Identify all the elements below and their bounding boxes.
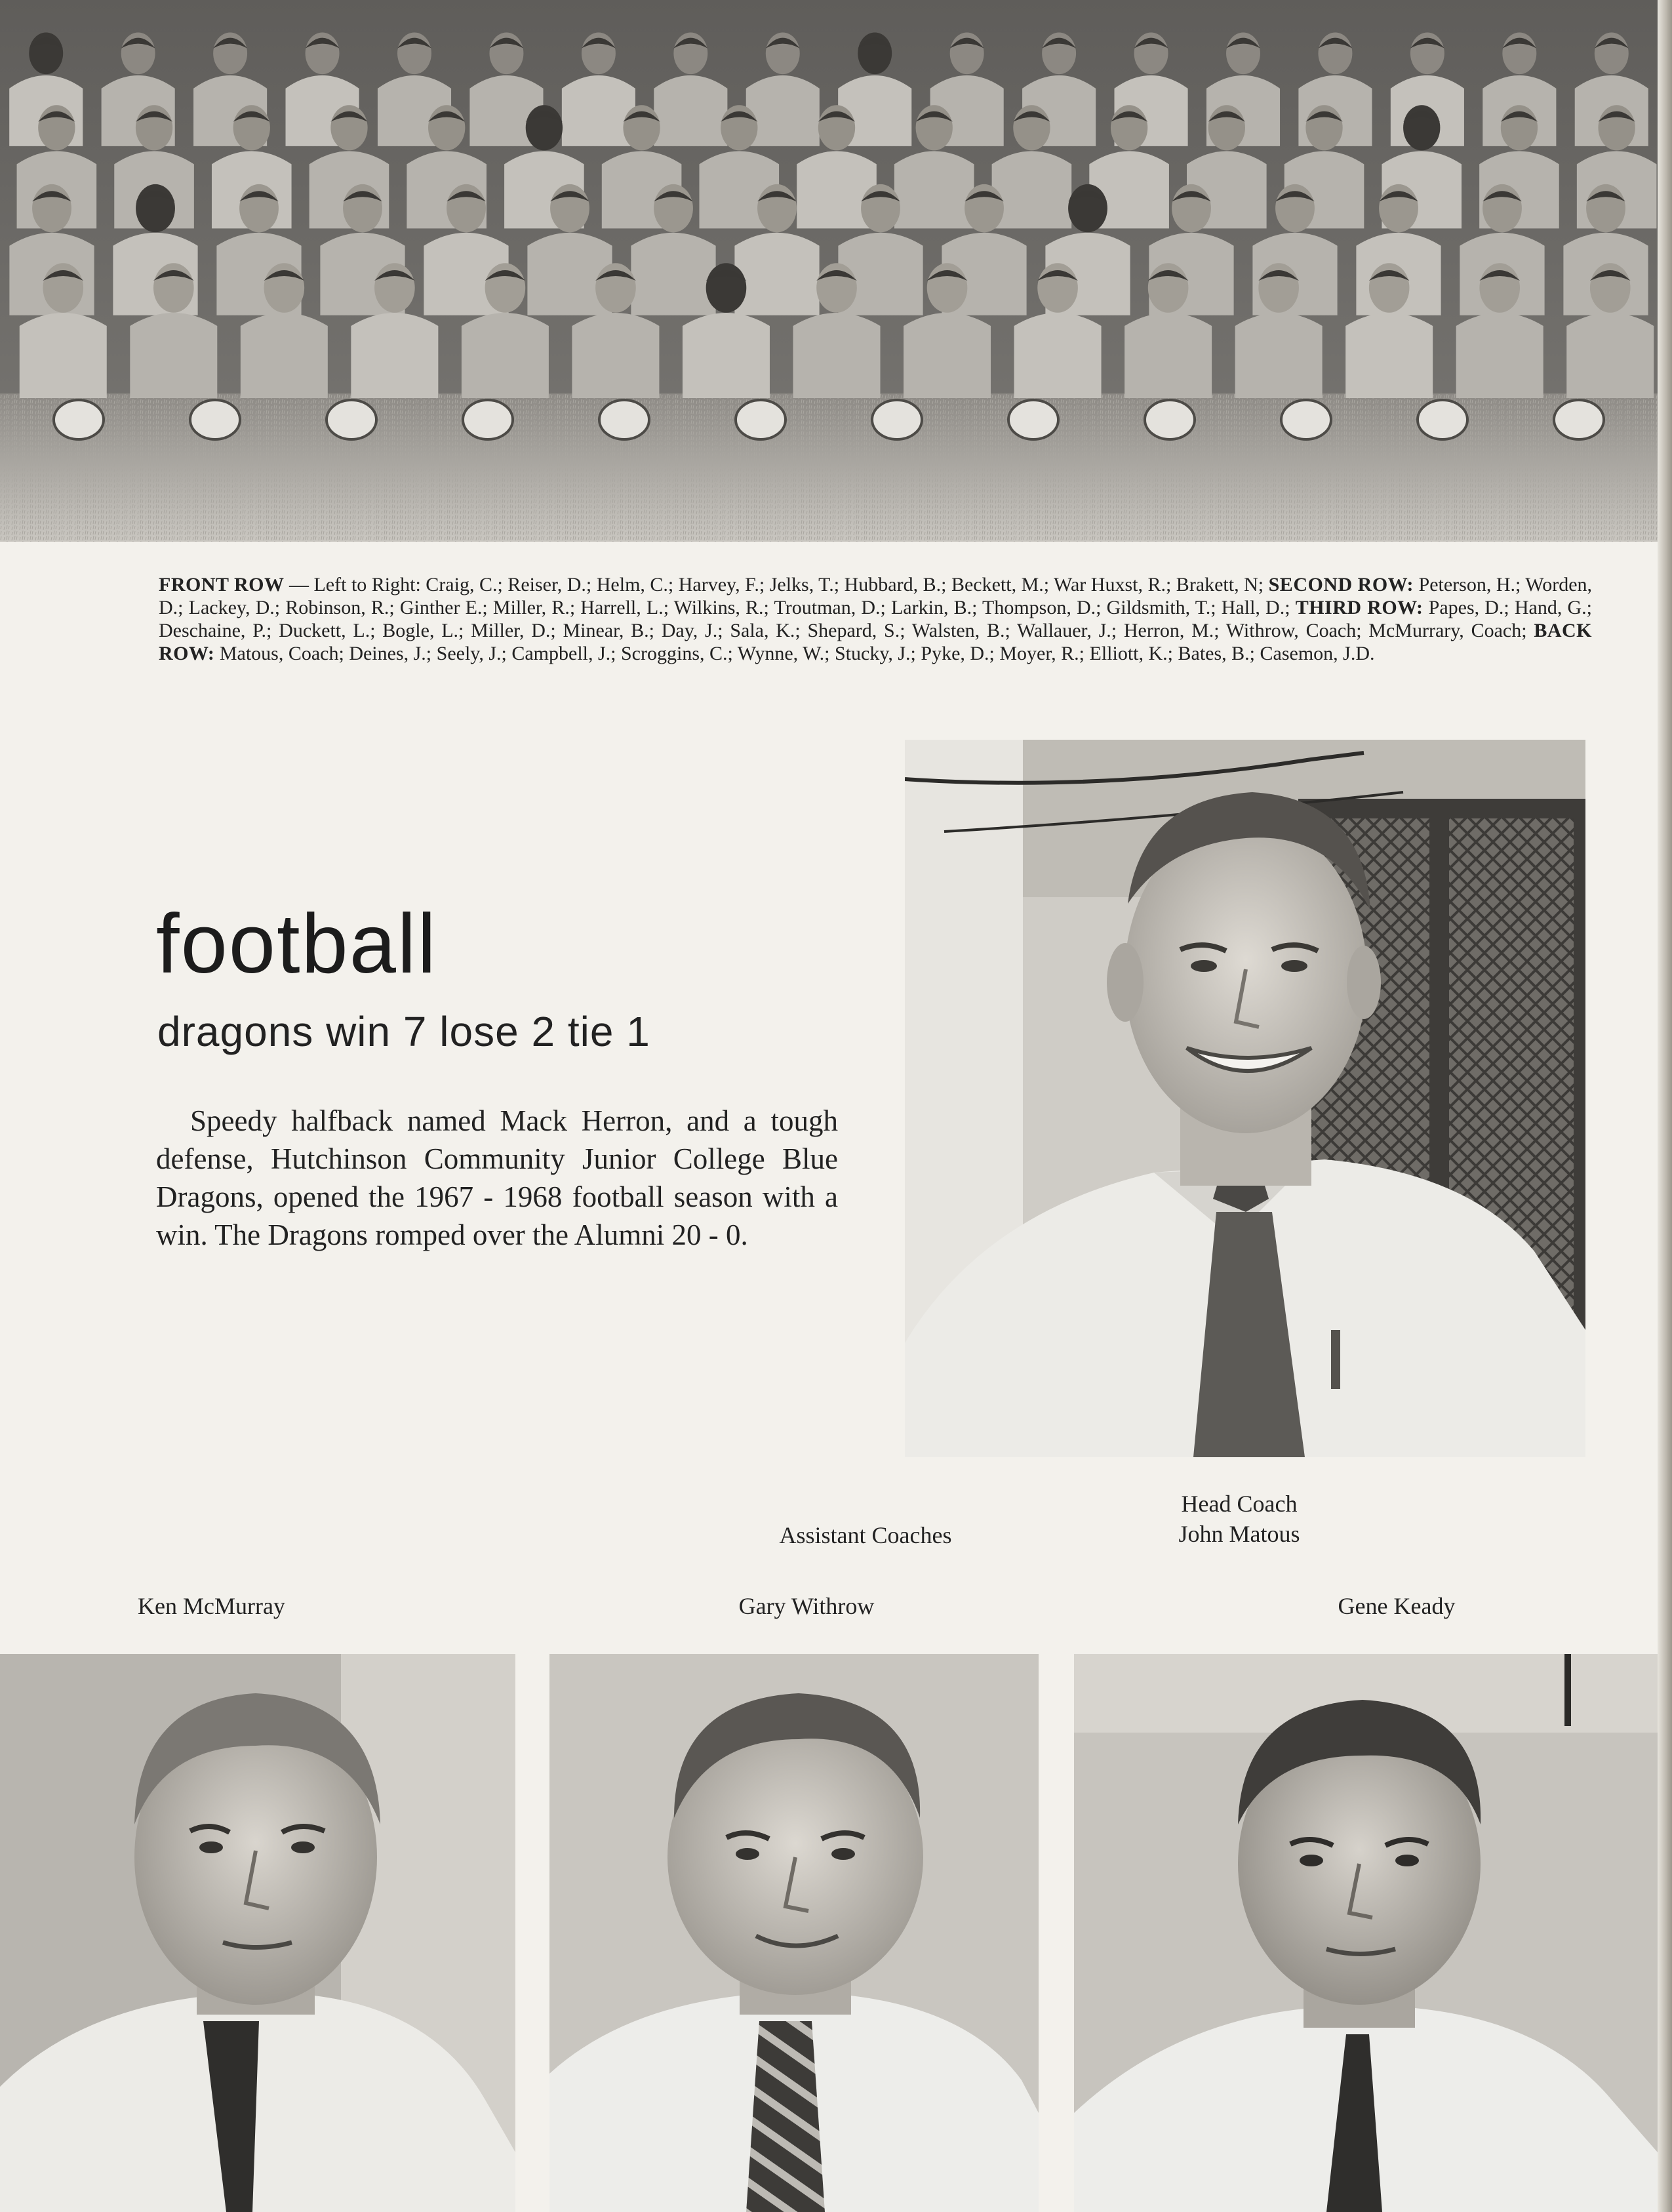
player-jersey bbox=[241, 313, 328, 398]
season-record-subtitle: dragons win 7 lose 2 tie 1 bbox=[157, 1008, 650, 1055]
player-jersey bbox=[992, 151, 1072, 228]
player-jersey bbox=[20, 313, 107, 398]
assistant-coach-photo bbox=[549, 1654, 1039, 2212]
second-row-label: SECOND ROW: bbox=[1268, 574, 1414, 595]
assistant-coach-image bbox=[549, 1654, 1039, 2212]
player-jersey bbox=[130, 313, 217, 398]
football-helmet bbox=[599, 400, 649, 439]
back-row-names: Matous, Coach; Deines, J.; Seely, J.; Campbell, J.; Scroggins, C.; Wynne, W.; Stucky, J.; Pyke, D.; Moyer, R.; Elliott, K.; Bates, B.; Casemon, J.D. bbox=[214, 643, 1375, 664]
football-helmet bbox=[54, 400, 104, 439]
football-helmet bbox=[1418, 400, 1467, 439]
football-helmet bbox=[327, 400, 376, 439]
story-paragraph: Speedy halfback named Mack Herron, and a tough defense, Hutchinson Community Junior College Blue Dragons, opened the 1967 - 1968 football season with a win. The Dragons romped over the Alumni 20 - 0. bbox=[156, 1104, 838, 1251]
player-jersey bbox=[562, 75, 635, 146]
team-photo bbox=[0, 0, 1658, 542]
player-jersey bbox=[1345, 313, 1433, 398]
player-jersey bbox=[1456, 313, 1543, 398]
player-jersey bbox=[572, 313, 659, 398]
football-helmet bbox=[190, 400, 240, 439]
assistant-coaches-heading: Assistant Coaches bbox=[779, 1522, 952, 1548]
second-row-names: Peterson, H.; Worden, D.; Lackey, D.; Robinson, R.; Ginther E.; Miller, R.; Harrell, L.; Wilkins, R.; Troutman, D.; Larkin, B.; Thompson, D.; Gildsmith, T.; Hall, D.; bbox=[159, 574, 1593, 618]
page-spine-shadow bbox=[1658, 0, 1672, 2212]
football-helmet bbox=[736, 400, 786, 439]
player-jersey bbox=[683, 313, 770, 398]
player-jersey bbox=[1235, 313, 1323, 398]
assistant-coach-photo bbox=[0, 1654, 515, 2212]
assistant-coach-name: Gene Keady bbox=[1338, 1593, 1456, 1619]
football-helmet bbox=[1008, 400, 1058, 439]
head-coach-caption bbox=[1141, 1489, 1338, 1549]
assistant-coach-name: Gary Withrow bbox=[738, 1593, 875, 1619]
player-jersey bbox=[1014, 313, 1102, 398]
head-coach-title: Head Coach bbox=[1181, 1491, 1298, 1517]
player-jersey bbox=[1566, 313, 1654, 398]
football-helmet bbox=[1145, 400, 1195, 439]
third-row-names: Papes, D.; Hand, G.; Deschaine, P.; Duckett, L.; Bogle, L.; Miller, D.; Minear, B.; Day, J.; Sala, K.; Shepard, S.; Walsten, B.; Wallauer, J.; Herron, M.; Withrow, Coach; McMurrary, Coach; bbox=[159, 597, 1593, 641]
player-jersey bbox=[1125, 313, 1212, 398]
player-jersey bbox=[746, 75, 820, 146]
player-jersey bbox=[631, 233, 715, 315]
football-helmet bbox=[1281, 400, 1331, 439]
player-jersey bbox=[351, 313, 438, 398]
back-row-label: BACK ROW: bbox=[159, 620, 1592, 664]
player-jersey bbox=[894, 151, 974, 228]
head-coach-name: John Matous bbox=[1178, 1521, 1300, 1547]
third-row-label: THIRD ROW: bbox=[1295, 597, 1423, 618]
football-helmet bbox=[463, 400, 513, 439]
player-jersey bbox=[904, 313, 991, 398]
assistant-coach-image bbox=[0, 1654, 515, 2212]
front-row-names: — Left to Right: Craig, C.; Reiser, D.; Helm, C.; Harvey, F.; Jelks, T.; Hubbard, B.; Beckett, M.; War Huxst, R.; Brakett, N; bbox=[284, 574, 1269, 595]
team-photo-image bbox=[0, 0, 1658, 542]
assistant-coach-image bbox=[1074, 1654, 1658, 2212]
front-row-label: FRONT ROW bbox=[159, 574, 285, 595]
player-jersey bbox=[793, 313, 881, 398]
assistant-coach-name: Ken McMurray bbox=[138, 1593, 285, 1619]
player-jersey bbox=[654, 75, 727, 146]
section-title: football bbox=[156, 897, 437, 991]
assistant-coach-photo bbox=[1074, 1654, 1658, 2212]
head-coach-photo bbox=[905, 740, 1585, 1457]
roster-caption bbox=[159, 573, 1592, 665]
head-coach-image bbox=[905, 740, 1585, 1457]
football-helmet bbox=[1554, 400, 1604, 439]
football-helmet bbox=[872, 400, 922, 439]
player-jersey bbox=[734, 233, 819, 315]
player-jersey bbox=[462, 313, 549, 398]
